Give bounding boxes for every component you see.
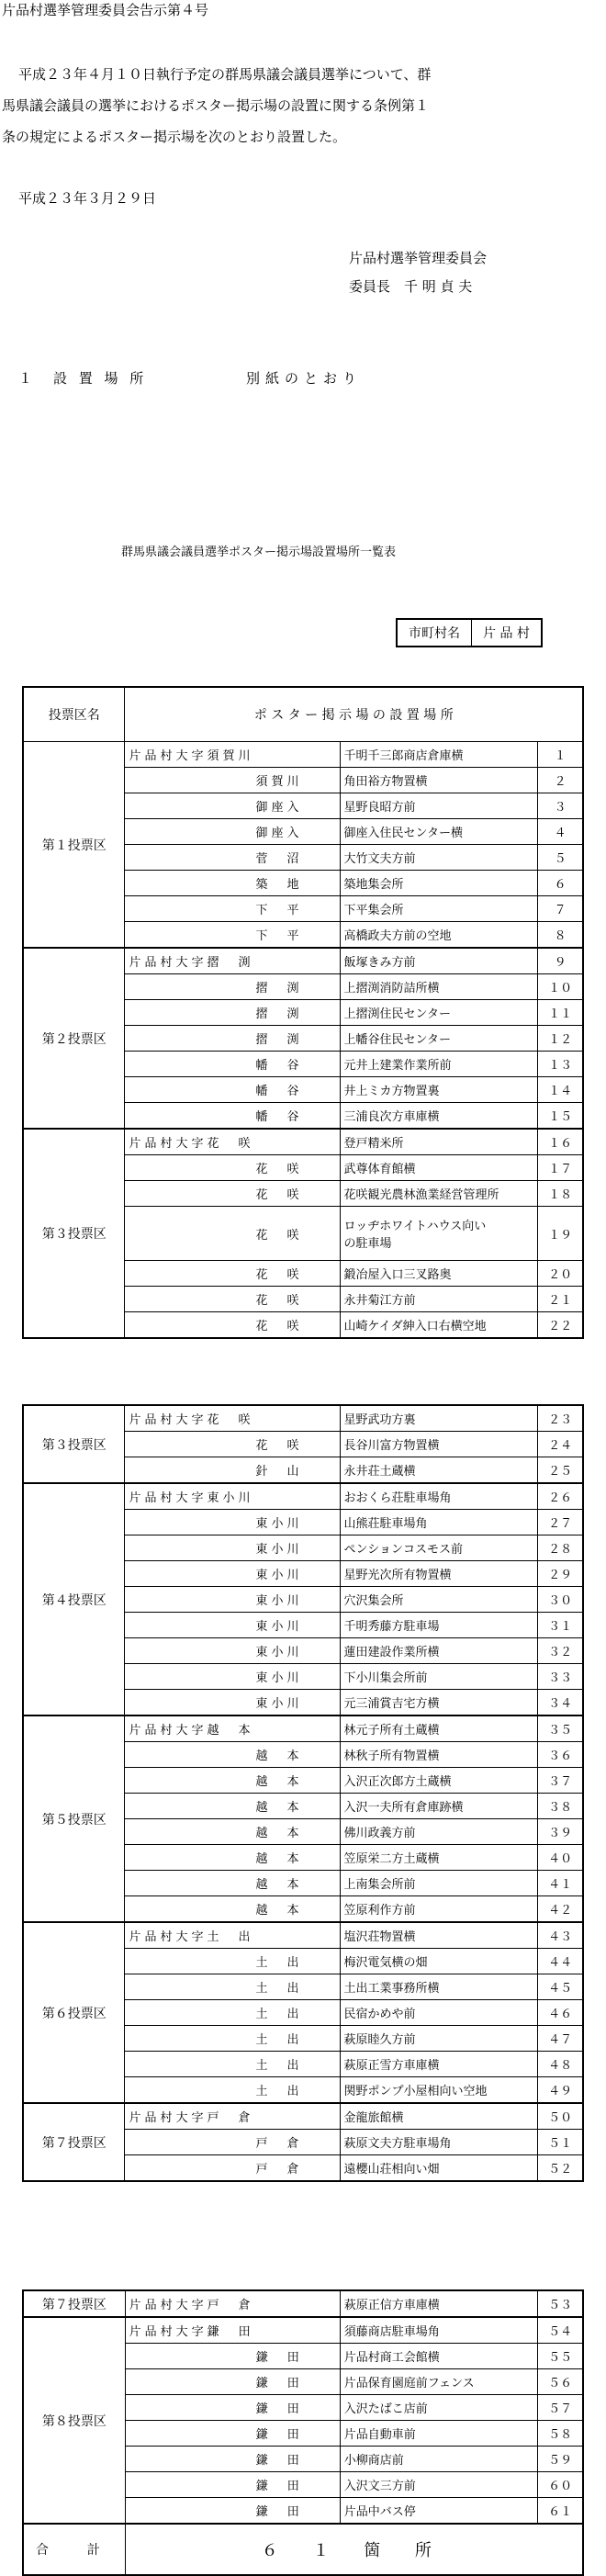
polling-place-table-3 [22,2289,584,2576]
number-cell: １ [538,742,583,768]
place-cell: 小柳商店前 [340,2447,538,2472]
table-row [23,1483,583,1510]
number-cell: ５１ [538,2130,583,2155]
place-cell: 星野良昭方前 [340,793,538,819]
number-cell: ２７ [538,1510,583,1535]
area-cell: 幡 谷 [125,1052,340,1077]
place-cell: 萩原文夫方駐車場角 [340,2130,538,2155]
place-cell: 花咲観光農林漁業経営管理所 [340,1181,538,1207]
number-cell: ４５ [538,1974,583,2000]
number-cell: ４７ [538,2026,583,2052]
area-cell: 鎌 田 [125,2421,340,2447]
place-cell: 山崎ケイダ紳入口右横空地 [340,1312,538,1339]
place-cell: ペンションコスモス前 [340,1535,538,1561]
area-cell: 片品村大字須賀川 [125,742,340,768]
area-cell: 片品村大字花 咲 [125,1129,340,1155]
area-cell: 土 出 [125,2052,340,2077]
area-cell: 摺 渕 [125,974,340,1000]
item-heading: １ 設 置 場 所 [18,370,148,387]
number-cell: ４９ [538,2077,583,2104]
number-cell: ３８ [538,1794,583,1819]
area-cell: 花 咲 [125,1207,340,1261]
place-cell: 永井荘土蔵横 [340,1457,538,1484]
number-cell: ３７ [538,1768,583,1794]
area-cell: 越 本 [125,1742,340,1768]
table-row [23,1405,583,1432]
place-cell: 山熊荘駐車場角 [340,1510,538,1535]
place-cell: 佛川政義方前 [340,1819,538,1845]
area-cell: 土 出 [125,2026,340,2052]
place-cell: 千明秀藤方駐車場 [340,1613,538,1638]
area-cell: 越 本 [125,1845,340,1871]
total-row [23,2524,583,2575]
number-cell: ６ [538,871,583,896]
area-cell: 鎌 田 [125,2344,340,2369]
number-cell: ２０ [538,1261,583,1287]
place-cell: 土出工業事務所横 [340,1974,538,2000]
table-row [23,1715,583,1742]
number-cell: ２ [538,768,583,793]
area-cell: 鎌 田 [125,2369,340,2395]
area-cell: 下 平 [125,922,340,949]
area-cell: 片品村大字越 本 [125,1715,340,1742]
number-cell: ７ [538,896,583,922]
number-cell: ５４ [538,2317,583,2344]
place-cell: 萩原睦久方前 [340,2026,538,2052]
area-cell: 鎌 田 [125,2447,340,2472]
number-cell: ２３ [538,1405,583,1432]
area-cell: 越 本 [125,1896,340,1923]
number-cell: ４２ [538,1896,583,1923]
area-cell: 片品村大字土 出 [125,1922,340,1949]
place-cell: 千明千三郎商店倉庫横 [340,742,538,768]
number-cell: １０ [538,974,583,1000]
area-cell: 御座入 [125,819,340,845]
notice-date: 平成２３年３月２９日 [18,190,157,207]
number-cell: １５ [538,1103,583,1130]
area-cell: 東小川 [125,1613,340,1638]
place-cell: 元井上建業作業所前 [340,1052,538,1077]
place-cell: 大竹文夫方前 [340,845,538,871]
table-row [23,1922,583,1949]
area-cell: 越 本 [125,1768,340,1794]
total-label: 合 計 [23,2524,125,2575]
number-cell: ３３ [538,1664,583,1690]
place-cell: 笠原栄二方土蔵横 [340,1845,538,1871]
number-cell: １４ [538,1077,583,1103]
place-cell: 上幡谷住民センター [340,1026,538,1052]
place-cell: 関野ポンプ小屋相向い空地 [340,2077,538,2104]
place-cell: ロッヂホワイトハウス向い の駐車場 [340,1207,538,1261]
place-cell: 民宿かめや前 [340,2000,538,2026]
area-cell: 幡 谷 [125,1103,340,1130]
number-cell: ２８ [538,1535,583,1561]
number-cell: １２ [538,1026,583,1052]
number-cell: ３４ [538,1690,583,1716]
area-cell: 片品村大字東小川 [125,1483,340,1510]
place-cell: 須藤商店駐車場角 [340,2317,538,2344]
number-cell: ６１ [538,2498,583,2525]
place-cell: 御座入住民センター横 [340,819,538,845]
number-cell: ３９ [538,1819,583,1845]
table-row [23,2317,583,2344]
place-cell: 武尊体育館横 [340,1155,538,1181]
place-cell: 上摺渕住民センター [340,1000,538,1026]
number-cell: ４３ [538,1922,583,1949]
number-cell: ３６ [538,1742,583,1768]
area-cell: 土 出 [125,1949,340,1974]
place-cell: 飯塚きみ方前 [340,948,538,974]
number-cell: ２６ [538,1483,583,1510]
place-cell: 入沢正次郎方土蔵横 [340,1768,538,1794]
district-cell: 第６投票区 [23,1922,125,2103]
area-cell: 花 咲 [125,1432,340,1457]
municipality-box [396,618,543,647]
place-cell: 片品保育園庭前フェンス [340,2369,538,2395]
area-cell: 片品村大字摺 渕 [125,948,340,974]
area-cell: 幡 谷 [125,1077,340,1103]
area-cell: 摺 渕 [125,1000,340,1026]
number-cell: ５９ [538,2447,583,2472]
place-cell: 井上ミカ方物置裏 [340,1077,538,1103]
place-cell: 金龍旅館横 [340,2103,538,2130]
area-cell: 片品村大字鎌 田 [125,2317,340,2344]
place-cell: 高橋政夫方前の空地 [340,922,538,949]
place-cell: 星野光次所有物置横 [340,1561,538,1587]
place-cell: 梅沢電気横の畑 [340,1949,538,1974]
area-cell: 鎌 田 [125,2472,340,2498]
number-cell: ２９ [538,1561,583,1587]
area-cell: 土 出 [125,2000,340,2026]
area-cell: 片品村大字花 咲 [125,1405,340,1432]
district-cell: 第３投票区 [23,1129,125,1338]
place-cell: おおくら荘駐車場角 [340,1483,538,1510]
number-cell: ５６ [538,2369,583,2395]
number-cell: ３５ [538,1715,583,1742]
number-cell: １６ [538,1129,583,1155]
place-cell: 片品中バス停 [340,2498,538,2525]
district-cell: 第７投票区 [23,2290,125,2317]
notice-title: 片品村選挙管理委員会告示第４号 [2,2,209,18]
number-cell: １３ [538,1052,583,1077]
issuing-organization: 片品村選挙管理委員会 [349,250,488,266]
number-cell: ５ [538,845,583,871]
area-cell: 越 本 [125,1871,340,1896]
area-cell: 戸 倉 [125,2155,340,2182]
number-cell: ４０ [538,1845,583,1871]
table-row [23,742,583,768]
number-cell: ２２ [538,1312,583,1339]
place-cell: 星野武功方裏 [340,1405,538,1432]
area-cell: 東小川 [125,1561,340,1587]
area-cell: 東小川 [125,1638,340,1664]
place-cell: 上摺渕消防詰所横 [340,974,538,1000]
notice-body-line-1: 平成２３年４月１０日執行予定の群馬県議会議員選挙について、群 [18,66,432,83]
area-cell: 東小川 [125,1535,340,1561]
area-cell: 戸 倉 [125,2130,340,2155]
number-cell: ３１ [538,1613,583,1638]
place-cell: 萩原正信方車庫横 [340,2290,538,2317]
district-cell: 第２投票区 [23,948,125,1129]
polling-place-table-2 [22,1404,584,2182]
district-cell: 第１投票区 [23,742,125,949]
number-cell: ３０ [538,1587,583,1613]
area-cell: 花 咲 [125,1261,340,1287]
area-cell: 花 咲 [125,1312,340,1339]
municipality-label: 市町村名 [397,619,472,647]
polling-place-table-1 [22,686,584,1339]
municipality-value: 片 品 村 [472,619,542,647]
district-cell: 第８投票区 [23,2317,125,2524]
place-cell: 塩沢荘物置横 [340,1922,538,1949]
place-cell: 下小川集会所前 [340,1664,538,1690]
place-cell: 元三浦賞吉宅方横 [340,1690,538,1716]
number-cell: ３ [538,793,583,819]
district-cell: 第３投票区 [23,1405,125,1483]
area-cell: 摺 渕 [125,1026,340,1052]
area-cell: 片品村大字戸 倉 [125,2103,340,2130]
number-cell: １９ [538,1207,583,1261]
number-cell: ４８ [538,2052,583,2077]
area-cell: 花 咲 [125,1287,340,1312]
header-place: ポ ス タ ー 掲 示 場 の 設 置 場 所 [125,687,583,742]
place-cell: 上南集会所前 [340,1871,538,1896]
table-header-row [23,687,583,742]
number-cell: １８ [538,1181,583,1207]
number-cell: ６０ [538,2472,583,2498]
number-cell: ５０ [538,2103,583,2130]
place-cell: 穴沢集会所 [340,1587,538,1613]
table-row [23,1129,583,1155]
number-cell: ４６ [538,2000,583,2026]
area-cell: 東小川 [125,1690,340,1716]
area-cell: 越 本 [125,1794,340,1819]
number-cell: ９ [538,948,583,974]
area-cell: 土 出 [125,1974,340,2000]
number-cell: ３２ [538,1638,583,1664]
place-cell: 入沢たばこ店前 [340,2395,538,2421]
place-cell: 角田裕方物置横 [340,768,538,793]
number-cell: １１ [538,1000,583,1026]
area-cell: 東小川 [125,1587,340,1613]
number-cell: ４ [538,819,583,845]
place-cell: 片品自動車前 [340,2421,538,2447]
area-cell: 東小川 [125,1664,340,1690]
notice-body-line-2: 馬県議会議員の選挙におけるポスター掲示場の設置に関する条例第１ [2,97,430,114]
number-cell: ５３ [538,2290,583,2317]
place-cell: 鍛冶屋入口三叉路奥 [340,1261,538,1287]
area-cell: 針 山 [125,1457,340,1484]
area-cell: 花 咲 [125,1155,340,1181]
area-cell: 越 本 [125,1819,340,1845]
area-cell: 須賀川 [125,768,340,793]
total-value: ６ １ 箇 所 [125,2524,583,2575]
place-cell: 蓮田建設作業所横 [340,1638,538,1664]
place-cell: 入沢文三方前 [340,2472,538,2498]
place-cell: 三浦良次方車庫横 [340,1103,538,1130]
area-cell: 鎌 田 [125,2498,340,2525]
area-cell: 東小川 [125,1510,340,1535]
number-cell: ２５ [538,1457,583,1484]
place-cell: 長谷川富方物置横 [340,1432,538,1457]
place-cell: 永井菊江方前 [340,1287,538,1312]
place-cell: 入沢一夫所有倉庫跡横 [340,1794,538,1819]
number-cell: ５７ [538,2395,583,2421]
place-cell: 登戸精米所 [340,1129,538,1155]
place-cell: 下平集会所 [340,896,538,922]
place-cell: 笠原利作方前 [340,1896,538,1923]
area-cell: 鎌 田 [125,2395,340,2421]
number-cell: ４４ [538,1949,583,1974]
area-cell: 片品村大字戸 倉 [125,2290,340,2317]
number-cell: ２４ [538,1432,583,1457]
item-value: 別紙のとおり [246,370,363,387]
place-cell: 萩原正雪方車庫横 [340,2052,538,2077]
number-cell: ４１ [538,1871,583,1896]
number-cell: ８ [538,922,583,949]
number-cell: ５８ [538,2421,583,2447]
place-cell: 遠櫻山荘相向い畑 [340,2155,538,2182]
place-cell: 林元子所有土蔵横 [340,1715,538,1742]
place-cell: 林秋子所有物置横 [340,1742,538,1768]
area-cell: 花 咲 [125,1181,340,1207]
area-cell: 土 出 [125,2077,340,2104]
table-row [23,2290,583,2317]
header-district: 投票区名 [23,687,125,742]
number-cell: １７ [538,1155,583,1181]
number-cell: ５５ [538,2344,583,2369]
notice-body-line-3: 条の規定によるポスター掲示場を次のとおり設置した。 [2,129,347,145]
number-cell: ５２ [538,2155,583,2182]
area-cell: 下 平 [125,896,340,922]
area-cell: 築 地 [125,871,340,896]
district-cell: 第５投票区 [23,1715,125,1922]
district-cell: 第４投票区 [23,1483,125,1715]
number-cell: ２１ [538,1287,583,1312]
district-cell: 第７投票区 [23,2103,125,2181]
table-row [23,948,583,974]
area-cell: 御座入 [125,793,340,819]
place-cell: 片品村商工会館横 [340,2344,538,2369]
place-cell: 築地集会所 [340,871,538,896]
committee-chair: 委員長 千 明 貞 夫 [349,278,473,295]
table-row [23,2103,583,2130]
list-title: 群馬県議会議員選挙ポスター掲示場設置場所一覧表 [121,546,397,559]
area-cell: 菅 沼 [125,845,340,871]
